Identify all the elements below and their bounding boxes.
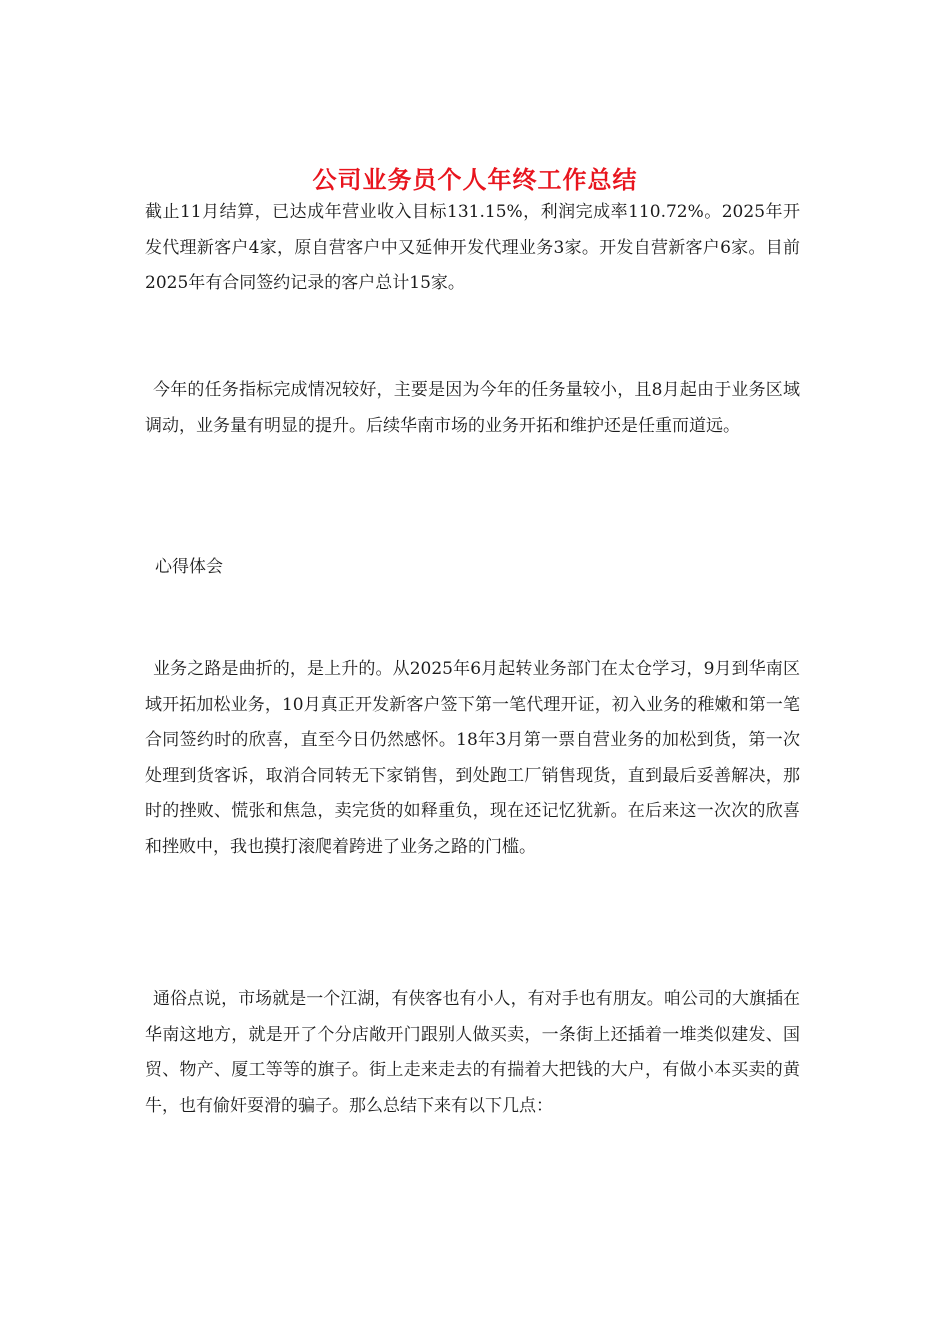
- paragraph-task-completion: 今年的任务指标完成情况较好，主要是因为今年的任务量较小，且8月起由于业务区域调动，业务量有明显的提升。后续华南市场的业务开拓和维护还是任重而道远。: [145, 380, 800, 436]
- section-heading-experience: 心得体会: [155, 557, 223, 577]
- paragraph-business-path: 业务之路是曲折的，是上升的。从2025年6月起转业务部门在太仓学习，9月到华南区域开拓加松业务，10月真正开发新客户签下第一笔代理开证，初入业务的稚嫩和第一笔合同签约时的欣喜，直至今日仍然感怀。18年3月第一票自营业务的加松到货，第一次处理到货客诉，取消合同转无下家销售，到处跑工厂销售现货，直到最后妥善解决，那时的挫败、慌张和焦急，卖完货的如释重负，现在还记忆犹新。在后来这一次次的欣喜和挫败中，我也摸打滚爬着跨进了业务之路的门槛。: [145, 659, 800, 857]
- document-title: 公司业务员个人年终工作总结: [312, 165, 638, 195]
- paragraph-sales-results: 截止11月结算，已达成年营业收入目标131.15%，利润完成率110.72%。2025年开发代理新客户4家，原自营客户中又延伸开发代理业务3家。开发自营新客户6家。目前2025年有合同签约记录的客户总计15家。: [145, 202, 800, 293]
- paragraph-market-analogy: 通俗点说，市场就是一个江湖，有侠客也有小人，有对手也有朋友。咱公司的大旗插在华南这地方，就是开了个分店敞开门跟别人做买卖，一条街上还插着一堆类似建发、国贸、物产、厦工等等的旗子。街上走来走去的有揣着大把钱的大户，有做小本买卖的黄牛，也有偷奸耍滑的骗子。那么总结下来有以下几点：: [145, 989, 800, 1116]
